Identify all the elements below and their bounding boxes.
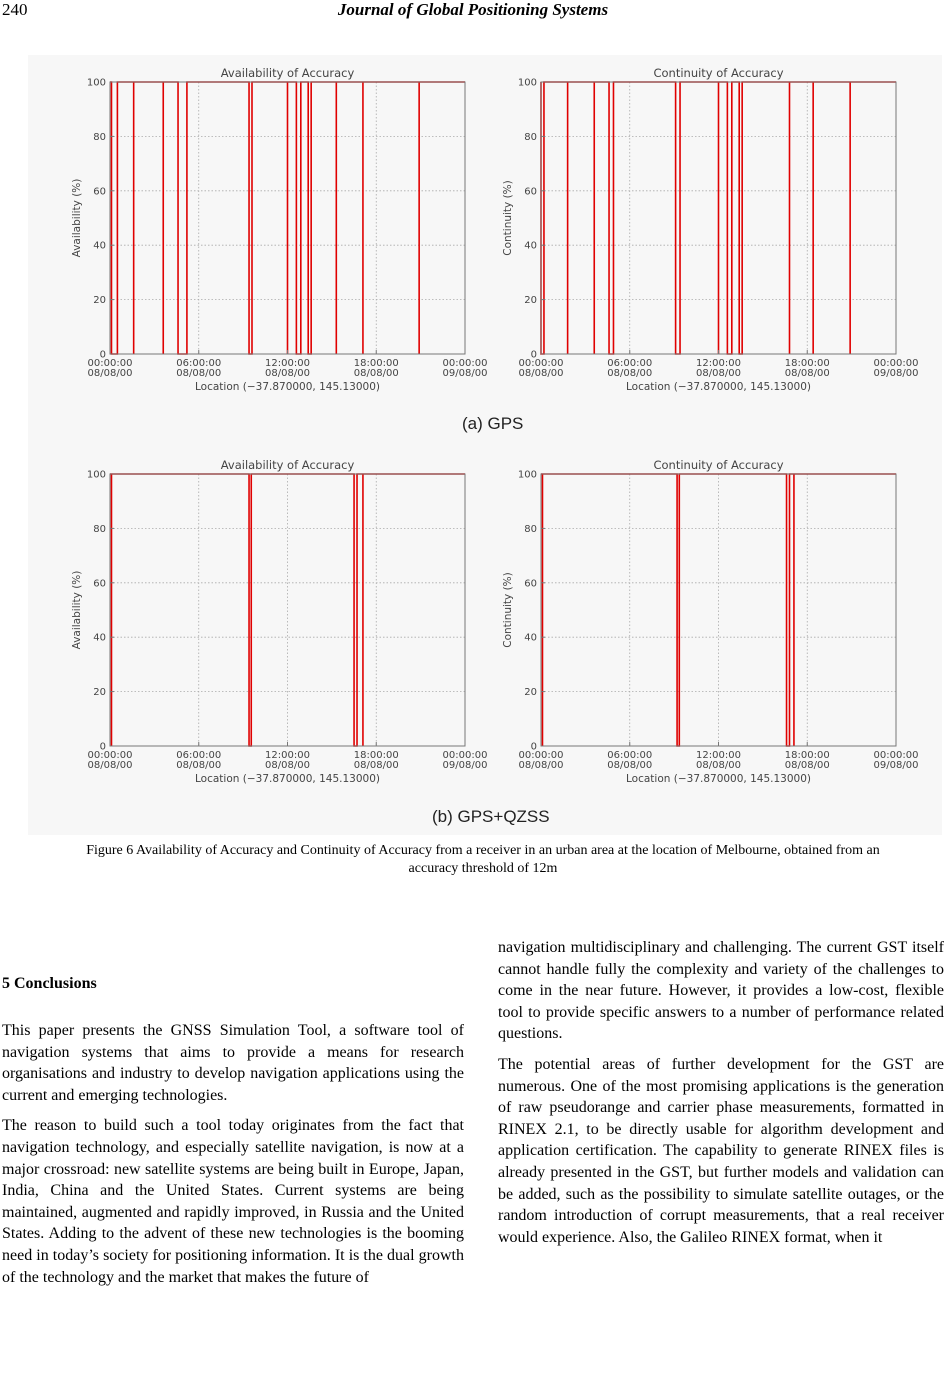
y-tick-label: 40 bbox=[93, 632, 106, 644]
x-tick-label: 06:00:00 bbox=[607, 358, 653, 369]
x-axis-label: Location (−37.870000, 145.13000) bbox=[626, 381, 811, 393]
y-tick-label: 40 bbox=[524, 240, 537, 252]
y-tick-label: 80 bbox=[93, 523, 106, 535]
y-axis-label: Continuity (%) bbox=[502, 180, 514, 256]
left-paragraph: This paper presents the GNSS Simulation Tool, a software tool of navigation systems that aims to provide a means for research organisations and industry to develop navigation applications using the current and emerging technologies. bbox=[2, 1022, 464, 1104]
x-tick-date-label: 08/08/00 bbox=[265, 760, 310, 771]
x-tick-date-label: 08/08/00 bbox=[696, 760, 741, 771]
chart-gps-availability bbox=[60, 62, 500, 402]
series-line bbox=[541, 82, 896, 354]
x-tick-date-label: 09/08/00 bbox=[442, 368, 488, 379]
x-tick-label: 18:00:00 bbox=[784, 750, 830, 761]
x-tick-label: 06:00:00 bbox=[607, 750, 653, 761]
x-tick-date-label: 08/08/00 bbox=[87, 368, 133, 379]
x-tick-label: 00:00:00 bbox=[518, 750, 564, 761]
x-tick-label: 18:00:00 bbox=[353, 358, 399, 369]
x-tick-date-label: 08/08/00 bbox=[607, 760, 653, 771]
x-axis-label: Location (−37.870000, 145.13000) bbox=[195, 773, 380, 785]
y-tick-label: 0 bbox=[99, 741, 106, 753]
subcaption-a: (a) GPS bbox=[462, 414, 524, 433]
y-tick-label: 20 bbox=[93, 687, 106, 699]
y-tick-label: 0 bbox=[530, 349, 537, 361]
x-tick-label: 06:00:00 bbox=[176, 750, 222, 761]
x-tick-date-label: 08/08/00 bbox=[176, 368, 222, 379]
x-tick-date-label: 08/08/00 bbox=[87, 760, 133, 771]
chart-qzss-continuity bbox=[491, 454, 931, 794]
y-tick-label: 100 bbox=[86, 77, 106, 89]
x-tick-label: 12:00:00 bbox=[696, 750, 741, 761]
x-tick-label: 00:00:00 bbox=[87, 358, 133, 369]
x-tick-label: 00:00:00 bbox=[87, 750, 133, 761]
x-tick-date-label: 08/08/00 bbox=[518, 760, 564, 771]
y-tick-label: 20 bbox=[524, 687, 537, 699]
x-tick-label: 00:00:00 bbox=[873, 358, 919, 369]
y-tick-label: 100 bbox=[517, 469, 537, 481]
x-tick-label: 00:00:00 bbox=[442, 358, 488, 369]
figure-caption-line-1: Figure 6 Availability of Accuracy and Continuity of Accuracy from a receiver in an urban area at the location of Melbourne, obtained from an bbox=[86, 843, 880, 858]
x-tick-date-label: 09/08/00 bbox=[873, 760, 919, 771]
left-column bbox=[2, 1020, 464, 1297]
y-tick-label: 20 bbox=[524, 295, 537, 307]
journal-title: Journal of Global Positioning Systems bbox=[337, 0, 609, 19]
x-tick-date-label: 08/08/00 bbox=[518, 368, 564, 379]
chart-gps-continuity bbox=[491, 62, 931, 402]
x-tick-date-label: 08/08/00 bbox=[265, 368, 310, 379]
x-tick-date-label: 09/08/00 bbox=[442, 760, 488, 771]
x-tick-label: 12:00:00 bbox=[265, 358, 310, 369]
y-tick-label: 100 bbox=[517, 77, 537, 89]
page-number: 240 bbox=[2, 0, 28, 19]
y-tick-label: 20 bbox=[93, 295, 106, 307]
y-tick-label: 40 bbox=[93, 240, 106, 252]
right-paragraph: The potential areas of further development for the GST are numerous. One of the most promising applications is the generation of raw pseudorange and carrier phase measurements, formatted in RINEX 2.1, to be directly usable for algorithm development and application certification. The capability to generate RINEX files is already presented in the GST, but further models and validation can be added, such as the possibility to simulate satellite outages, or the random introduction of corrupt measurements, that a real receiver would experience. Also, the Galileo RINEX format, when it bbox=[498, 1055, 944, 1246]
subcaption-b: (b) GPS+QZSS bbox=[432, 807, 550, 826]
y-tick-label: 80 bbox=[524, 131, 537, 143]
y-tick-label: 0 bbox=[99, 349, 106, 361]
x-tick-label: 06:00:00 bbox=[176, 358, 222, 369]
x-tick-date-label: 08/08/00 bbox=[784, 760, 830, 771]
x-axis-label: Location (−37.870000, 145.13000) bbox=[626, 773, 811, 785]
y-tick-label: 60 bbox=[93, 186, 106, 198]
x-tick-date-label: 08/08/00 bbox=[176, 760, 222, 771]
chart-title: Continuity of Accuracy bbox=[653, 66, 784, 80]
figure-caption bbox=[20, 842, 946, 878]
right-paragraph: navigation multidisciplinary and challenging. The current GST itself cannot handle fully the complexity and variety of the challenges to come in the near future. However, it provides a low-cost, flexible tool to provide specific answers to a number of performance related questions. bbox=[498, 939, 944, 1043]
x-tick-label: 18:00:00 bbox=[784, 358, 830, 369]
y-axis-label: Continuity (%) bbox=[502, 572, 514, 648]
y-tick-label: 80 bbox=[524, 523, 537, 535]
x-tick-label: 00:00:00 bbox=[442, 750, 488, 761]
y-tick-label: 60 bbox=[93, 578, 106, 590]
y-tick-label: 0 bbox=[530, 741, 537, 753]
chart-title: Availability of Accuracy bbox=[220, 66, 355, 80]
y-tick-label: 100 bbox=[86, 469, 106, 481]
chart-title: Continuity of Accuracy bbox=[653, 458, 784, 472]
series-line bbox=[110, 82, 465, 354]
x-tick-label: 12:00:00 bbox=[265, 750, 310, 761]
chart-title: Availability of Accuracy bbox=[220, 458, 355, 472]
section-heading: 5 Conclusions bbox=[2, 975, 97, 992]
x-tick-label: 00:00:00 bbox=[873, 750, 919, 761]
x-tick-label: 00:00:00 bbox=[518, 358, 564, 369]
y-tick-label: 60 bbox=[524, 186, 537, 198]
x-tick-label: 18:00:00 bbox=[353, 750, 399, 761]
y-tick-label: 40 bbox=[524, 632, 537, 644]
x-tick-date-label: 08/08/00 bbox=[353, 760, 399, 771]
y-tick-label: 80 bbox=[93, 131, 106, 143]
figure-caption-line-2: accuracy threshold of 12m bbox=[408, 861, 558, 876]
x-tick-date-label: 08/08/00 bbox=[353, 368, 399, 379]
x-tick-label: 12:00:00 bbox=[696, 358, 741, 369]
chart-qzss-availability bbox=[60, 454, 500, 794]
left-paragraph: The reason to build such a tool today originates from the fact that navigation technology, and especially satellite navigation, is now at a major crossroad: new satellite systems are being built in Europe, Japan, India, China and the United States. Current systems are being maintained, augmented and rapidly improved, in Russia and the United States. Adding to the advent of these new technologies is the booming need in today’s society for positioning information. It is the dual growth of the technology and the market that makes the future of bbox=[2, 1117, 464, 1286]
right-column bbox=[498, 937, 944, 1257]
x-axis-label: Location (−37.870000, 145.13000) bbox=[195, 381, 380, 393]
x-tick-date-label: 08/08/00 bbox=[607, 368, 653, 379]
y-tick-label: 60 bbox=[524, 578, 537, 590]
x-tick-date-label: 09/08/00 bbox=[873, 368, 919, 379]
x-tick-date-label: 08/08/00 bbox=[696, 368, 741, 379]
x-tick-date-label: 08/08/00 bbox=[784, 368, 830, 379]
y-axis-label: Availability (%) bbox=[71, 178, 83, 258]
y-axis-label: Availability (%) bbox=[71, 570, 83, 650]
